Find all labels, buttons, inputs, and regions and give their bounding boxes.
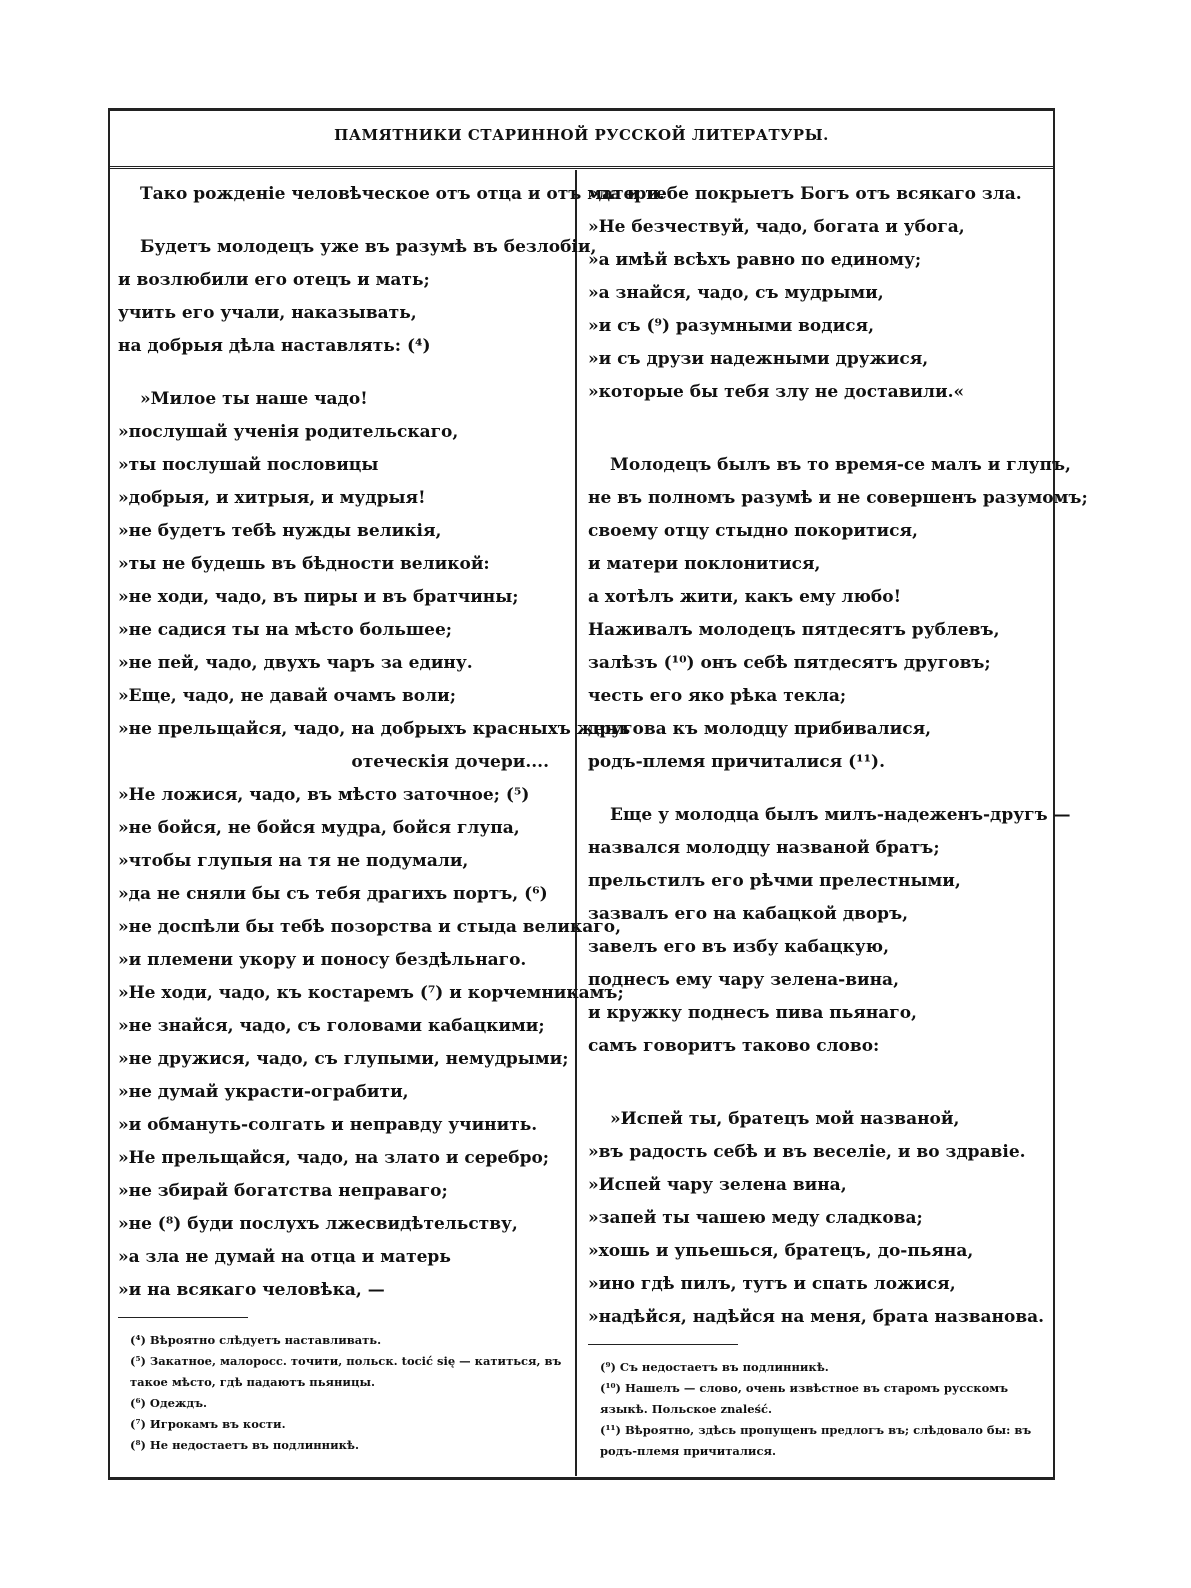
verse-line: зазвалъ его на кабацкой дворъ, [588, 904, 909, 924]
header-rule [108, 166, 1055, 172]
verse-line: »и съ друзи надежными дружися, [588, 349, 929, 369]
verse-line: другова къ молодцу прибивалися, [588, 719, 932, 739]
verse-line: »а зла не думай на отца и матерь [118, 1247, 451, 1267]
verse-line: прельстилъ его рѣчми прелестными, [588, 871, 961, 891]
footnote: (¹¹) Вѣроятно, здѣсь пропущенъ предлогъ въ; слѣдовало бы: въ родъ-племя причиталися. [600, 1423, 1032, 1458]
verse-line: »Испей ты, братецъ мой названой, [610, 1109, 960, 1129]
verse-line: »не доспѣли бы тебѣ позорства и стыда великаго, [118, 917, 621, 937]
verse-line: »да и тебе покрыетъ Богъ отъ всякаго зла. [588, 184, 1022, 204]
verse-line: отеческія дочери.... [351, 752, 549, 772]
verse-line: »Испей чару зелена вина, [588, 1175, 847, 1195]
verse-line: »Не безчествуй, чадо, богата и убога, [588, 217, 965, 237]
running-header: ПАМЯТНИКИ СТАРИННОЙ РУССКОЙ ЛИТЕРАТУРЫ. [334, 126, 829, 144]
verse-line: »которые бы тебя злу не доставили.« [588, 382, 965, 402]
verse-line: самъ говоритъ таково слово: [588, 1036, 880, 1056]
footnote: (⁵) Закатное, малоросс. точити, польск. tocić się — катиться, въ такое мѣсто, гдѣ падаютъ пьяницы. [130, 1354, 562, 1389]
verse-line: »да не сняли бы съ тебя драгихъ портъ, (⁶) [118, 884, 548, 904]
verse-line: »послушай ученія родительскаго, [118, 422, 459, 442]
verse-line: »и съ (⁹) разумными водися, [588, 316, 875, 336]
stanza-gap [588, 1063, 1043, 1083]
left-column [118, 178, 665, 1456]
left-footnote-rule [118, 1317, 248, 1318]
verse-line: »Милое ты наше чадо! [140, 389, 368, 409]
verse-line: »ты послушай пословицы [118, 455, 379, 475]
verse-line: а хотѣлъ жити, какъ ему любо! [588, 587, 902, 607]
stanza-gap [588, 1083, 1043, 1103]
verse-line: »хошь и упьешься, братецъ, до-пьяна, [588, 1241, 974, 1261]
stanza-gap [118, 363, 563, 383]
stanza-gap [588, 409, 1043, 429]
stanza-gap [118, 211, 563, 231]
verse-line: »не пей, чадо, двухъ чаръ за едину. [118, 653, 473, 673]
verse-line: »ино гдѣ пилъ, тутъ и спать ложися, [588, 1274, 956, 1294]
verse-line: »не дружися, чадо, съ глупыми, немудрыми; [118, 1049, 569, 1069]
verse-line: »не думай украсти-ограбити, [118, 1082, 409, 1102]
verse-line: »Не прельщайся, чадо, на злато и серебро; [118, 1148, 550, 1168]
verse-line: и возлюбили его отецъ и мать; [118, 270, 430, 290]
footnote: (⁹) Съ недостаетъ въ подлинникѣ. [600, 1360, 829, 1374]
verse-line: »не будетъ тебѣ нужды великія, [118, 521, 442, 541]
verse-line: честь его яко рѣка текла; [588, 686, 847, 706]
verse-line: и матери поклонитися, [588, 554, 821, 574]
verse-line: »чтобы глупыя на тя не подумали, [118, 851, 469, 871]
verse-line: не въ полномъ разумѣ и не совершенъ разумомъ; [588, 488, 1088, 508]
verse-line: Будетъ молодецъ уже въ разумѣ въ безлобіи, [140, 237, 597, 257]
verse-line: »и на всякаго человѣка, — [118, 1280, 385, 1300]
verse-line: и кружку поднесъ пива пьянаго, [588, 1003, 917, 1023]
left-text [118, 178, 665, 1307]
verse-line: »и обмануть-солгать и неправду учинить. [118, 1115, 538, 1135]
verse-line: »ты не будешь въ бѣдности великой: [118, 554, 490, 574]
footnote: (¹⁰) Нашелъ — слово, очень извѣстное въ старомъ русскомъ языкѣ. Польское znaleść. [600, 1381, 1009, 1416]
verse-line: залѣзъ (¹⁰) онъ себѣ пятдесятъ друговъ; [588, 653, 991, 673]
verse-line: »а имѣй всѣхъ равно по единому; [588, 250, 922, 270]
verse-line: »и племени укору и поносу бездѣльнаго. [118, 950, 527, 970]
right-text [588, 178, 1088, 1334]
verse-line: »Не ложися, чадо, въ мѣсто заточное; (⁵) [118, 785, 530, 805]
verse-line: завелъ его въ избу кабацкую, [588, 937, 890, 957]
verse-line: »не садися ты на мѣсто большее; [118, 620, 453, 640]
left-footnotes [118, 1330, 563, 1456]
verse-line: »надѣйся, надѣйся на меня, брата названова. [588, 1307, 1045, 1327]
right-footnotes [588, 1357, 1043, 1462]
verse-line: »не ходи, чадо, въ пиры и въ братчины; [118, 587, 519, 607]
verse-line: своему отцу стыдно покоритися, [588, 521, 918, 541]
verse-line: »не (⁸) буди послухъ лжесвидѣтельству, [118, 1214, 518, 1234]
verse-line: родъ-племя причиталися (¹¹). [588, 752, 886, 772]
verse-line: »не збирай богатства неправаго; [118, 1181, 448, 1201]
footnote: (⁴) Вѣроятно слѣдуетъ наставливать. [130, 1333, 382, 1347]
right-footnote-rule [588, 1344, 738, 1345]
verse-line: Молодецъ былъ въ то время-се малъ и глупъ, [610, 455, 1071, 475]
footnote: (⁷) Игрокамъ въ кости. [130, 1417, 286, 1431]
footnote: (⁸) Не недостаетъ въ подлинникѣ. [130, 1438, 359, 1452]
verse-line: поднесъ ему чару зелена-вина, [588, 970, 899, 990]
stanza-gap [588, 779, 1043, 799]
verse-line: »въ радость себѣ и въ веселіе, и во здравіе. [588, 1142, 1026, 1162]
verse-line: Еще у молодца былъ милъ-надеженъ-другъ — [610, 805, 1071, 825]
stanza-gap [588, 429, 1043, 449]
verse-line: Наживалъ молодецъ пятдесятъ рублевъ, [588, 620, 1000, 640]
right-column [588, 178, 1088, 1462]
verse-line: »а знайся, чадо, съ мудрыми, [588, 283, 884, 303]
verse-line: »Не ходи, чадо, къ костаремъ (⁷) и корчемникамъ; [118, 983, 624, 1003]
column-divider [575, 170, 577, 1476]
bottom-rule [108, 1477, 1055, 1480]
verse-line: »Еще, чадо, не давай очамъ воли; [118, 686, 457, 706]
verse-line: »не прельщайся, чадо, на добрыхъ красныхъ женъ [118, 719, 631, 739]
verse-line: назвался молодцу названой братъ; [588, 838, 940, 858]
verse-line: »не знайся, чадо, съ головами кабацкими; [118, 1016, 545, 1036]
verse-line: учить его учали, наказывать, [118, 303, 417, 323]
verse-line: »не бойся, не бойся мудра, бойся глупа, [118, 818, 520, 838]
verse-line: »добрыя, и хитрыя, и мудрыя! [118, 488, 426, 508]
verse-line: Тако рожденіе человѣческое отъ отца и отъ матери. [140, 184, 665, 204]
verse-line: на добрыя дѣла наставлять: (⁴) [118, 336, 431, 356]
verse-line: »запей ты чашею меду сладкова; [588, 1208, 923, 1228]
footnote: (⁶) Одеждъ. [130, 1396, 208, 1410]
